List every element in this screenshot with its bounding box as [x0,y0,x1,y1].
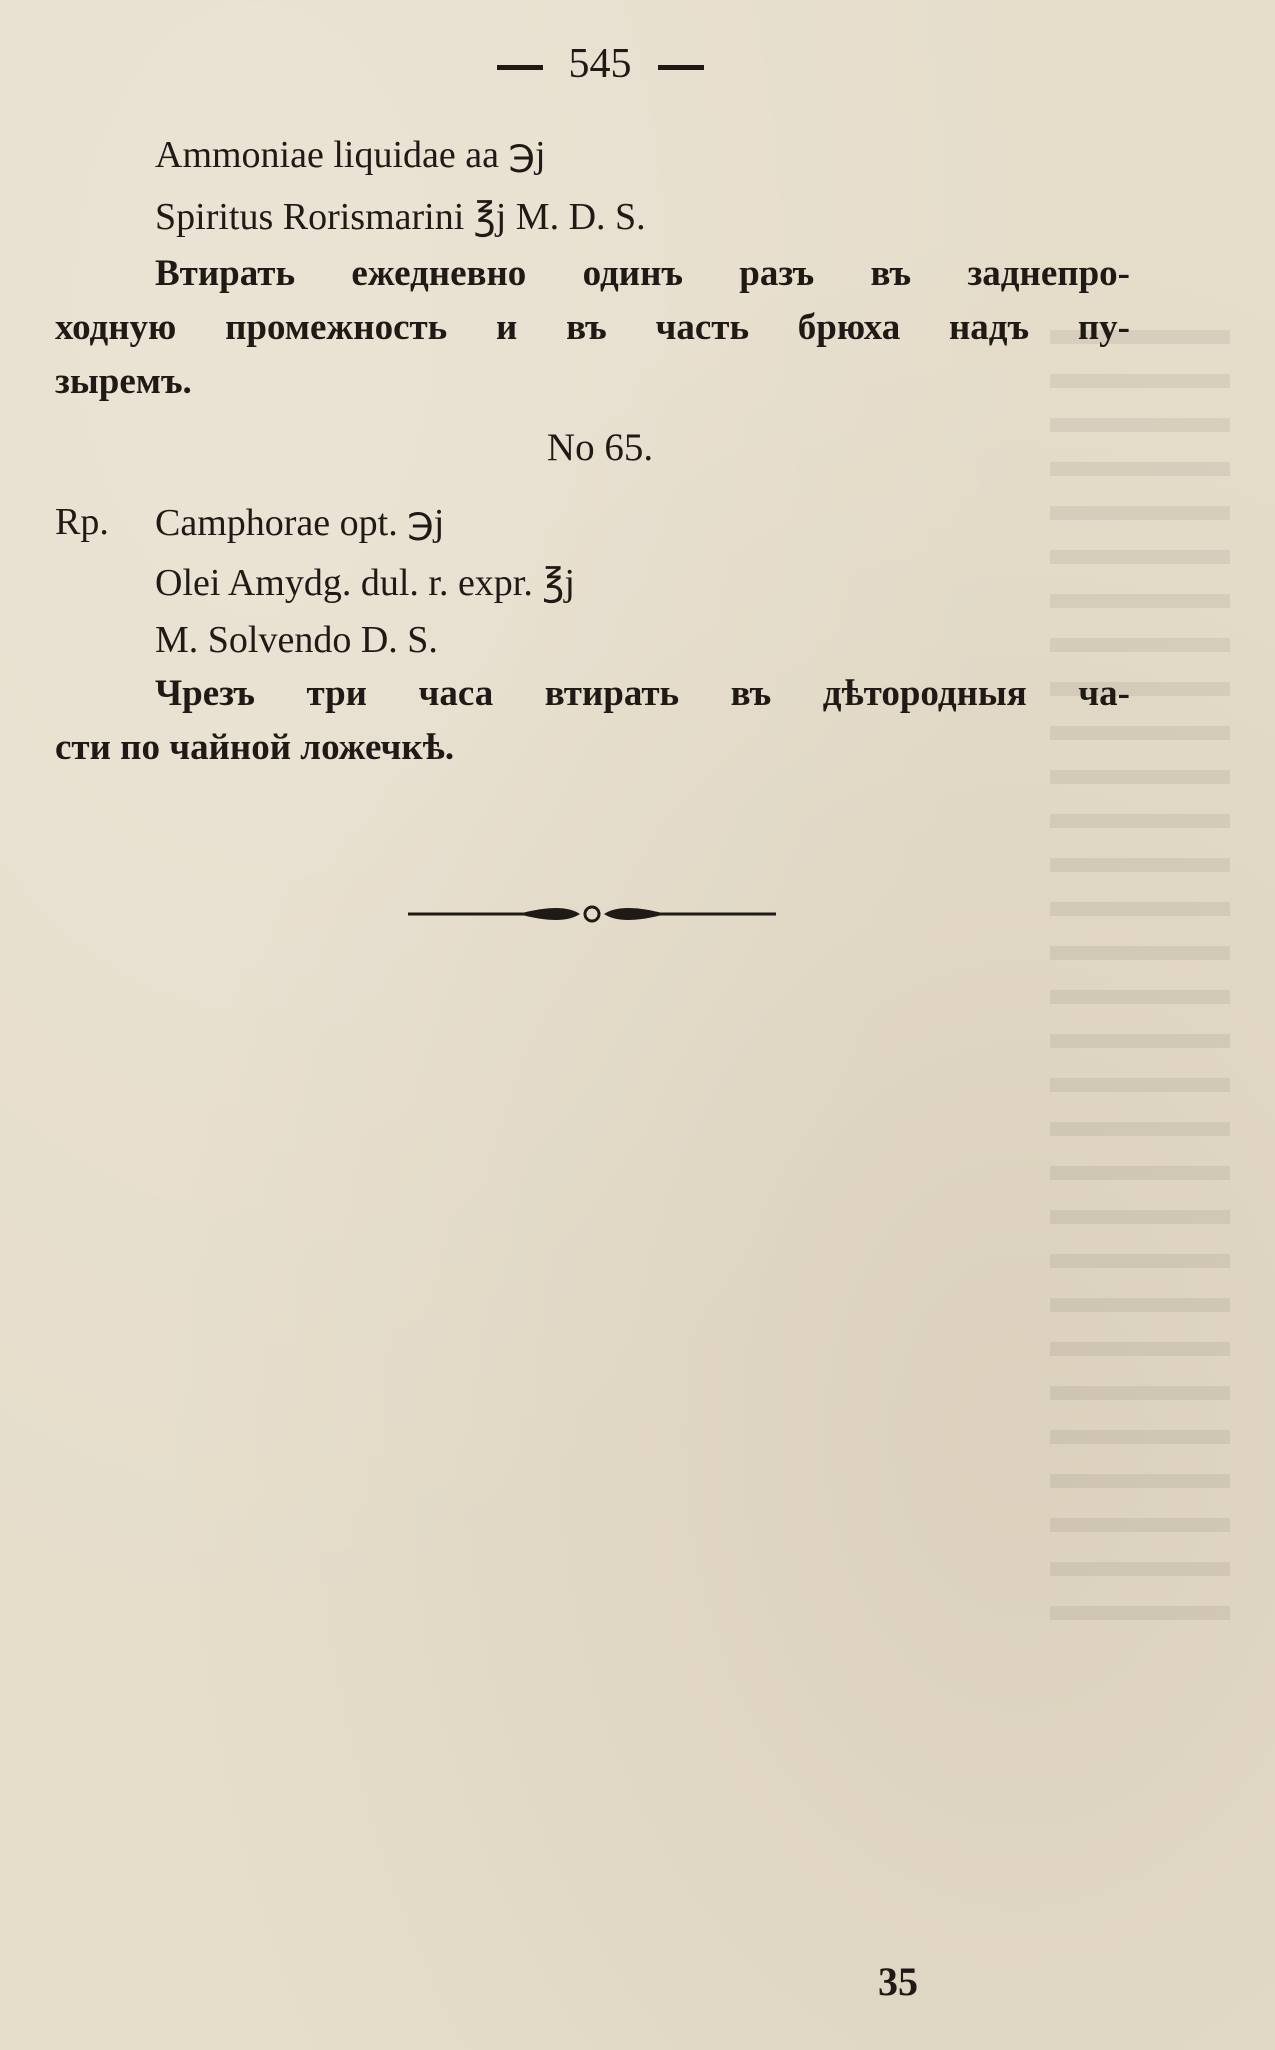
show-through-text [1050,330,1230,1630]
recipe-number: No 65. [546,426,654,469]
header-dash-left [497,65,543,70]
ingredient-ammoniae: Ammoniae liquidae aa ℈j [155,134,546,176]
instruction-line: Чрезъ три часа втирать въ дѣтородныя ча- [155,673,1130,714]
page-header [0,40,1200,88]
rx-label: Rp. [55,501,109,543]
header-dash-right [658,65,704,70]
ingredient-olei: Olei Amydg. dul. r. expr. ℥j [155,562,575,604]
instruction-line: Втирать ежедневно одинъ разъ въ заднепро- [155,253,1130,294]
instruction-line: сти по чайной ложечкѣ. [55,727,455,768]
ingredient-solvendo: M. Solvendo D. S. [155,619,438,661]
instruction-line: ходную промежность и въ часть брюха надъ пу- [55,307,1130,348]
instruction-line: зыремъ. [55,361,192,402]
ingredient-camphorae: Camphorae opt. ℈j [155,502,445,544]
ingredient-spiritus: Spiritus Rorismarini ℥j M. D. S. [155,196,646,238]
ornament-divider [408,900,776,928]
signature-mark: 35 [878,1959,918,2004]
page-number: 545 [568,41,632,87]
